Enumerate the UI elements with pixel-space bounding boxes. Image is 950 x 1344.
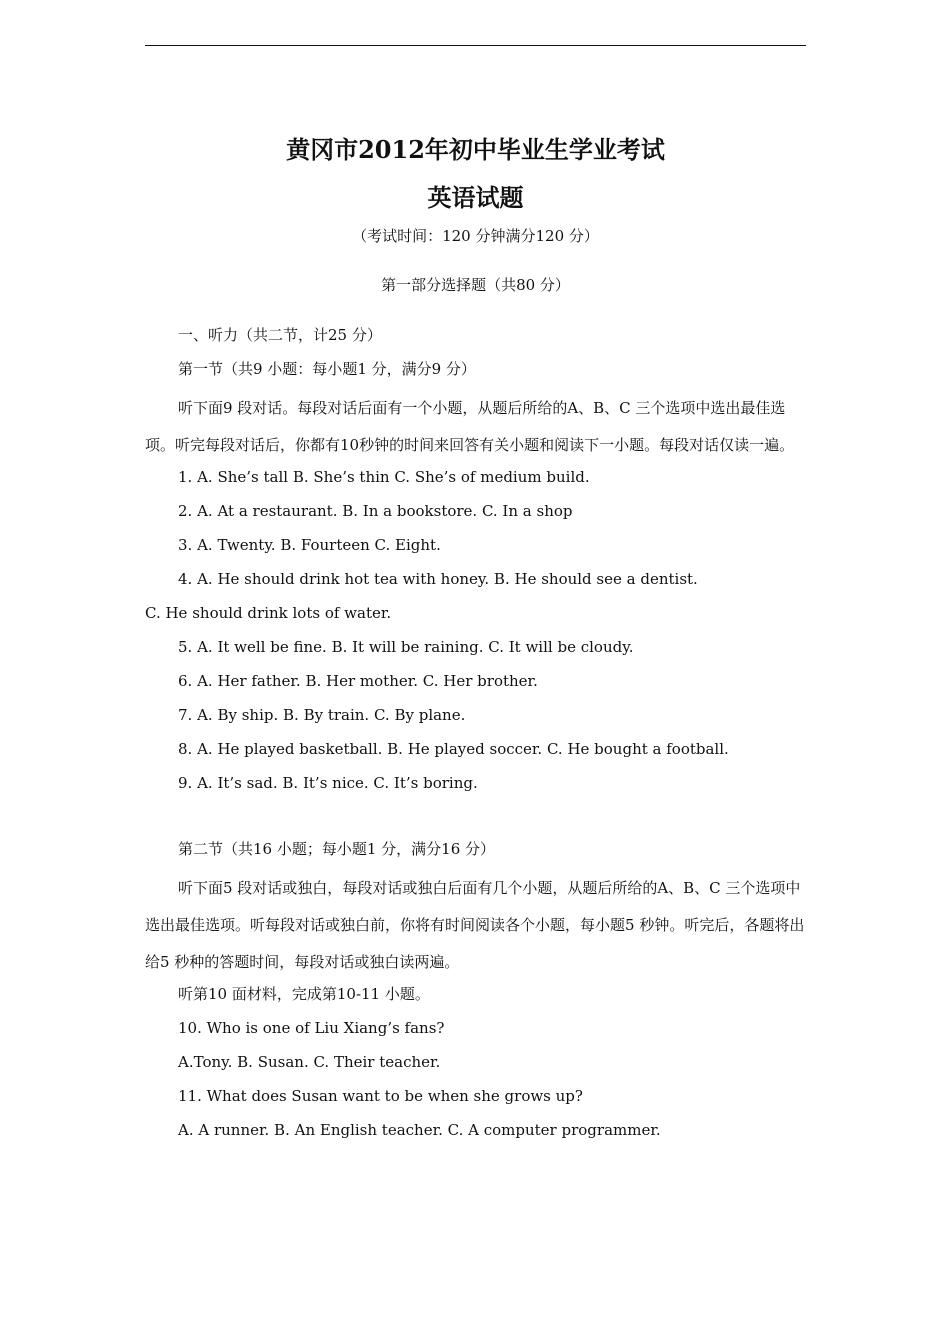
material-note: 听第10 面材料，完成第10-11 小题。 [178, 985, 430, 1003]
question-10-options: A.Tony. B. Susan. C. Their teacher. [178, 1053, 441, 1071]
question-11: 11. What does Susan want to be when she grows up? [178, 1087, 583, 1105]
exam-subtitle: 英语试题 [427, 183, 524, 212]
header-rule [145, 45, 806, 46]
section-subheading: 第一节（共9 小题：每小题1 分，满分9 分） [178, 360, 476, 378]
instructions: 听下面5 段对话或独白，每段对话或独白后面有几个小题，从题后所给的A、B、C 三个选项中选出最佳选项。听每段对话或独白前，你将有时间阅读各个小题，每小题5 秒钟。听完后，各题将出给5 秒种的答题时间，每段对话或独白读两遍。 [145, 879, 805, 971]
section-subheading: 第二节（共16 小题；每小题1 分，满分16 分） [178, 840, 496, 858]
exam-time: （考试时间：120 分钟满分120 分） [352, 227, 599, 245]
section-heading: 一、听力（共二节，计25 分） [178, 326, 382, 344]
instructions: 听下面9 段对话。每段对话后面有一个小题，从题后所给的A、B、C 三个选项中选出最佳选项。听完每段对话后，你都有10秒钟的时间来回答有关小题和阅读下一小题。每段对话仅读一遍。 [145, 399, 795, 454]
question-item: 7. A. By ship. B. By train. C. By plane. [178, 706, 466, 724]
question-item: 1. A. She’s tall B. She’s thin C. She’s of medium build. [178, 468, 590, 486]
exam-content [145, 322, 806, 1151]
section-gap [145, 804, 806, 836]
question-item: 8. A. He played basketball. B. He played soccer. C. He bought a football. [178, 740, 729, 758]
question-item-continuation: C. He should drink lots of water. [145, 604, 392, 622]
question-item: 5. A. It well be fine. B. It will be raining. C. It will be cloudy. [178, 638, 634, 656]
question-item: 6. A. Her father. B. Her mother. C. Her brother. [178, 672, 538, 690]
part-heading: 第一部分选择题（共80 分） [381, 276, 570, 294]
question-item: 9. A. It’s sad. B. It’s nice. C. It’s boring. [178, 774, 478, 792]
question-item: 2. A. At a restaurant. B. In a bookstore. C. In a shop [178, 502, 573, 520]
question-11-options: A. A runner. B. An English teacher. C. A computer programmer. [178, 1121, 661, 1139]
question-10: 10. Who is one of Liu Xiang’s fans? [178, 1019, 445, 1037]
question-item: 3. A. Twenty. B. Fourteen C. Eight. [178, 536, 441, 554]
exam-title: 黄冈市2012年初中毕业生学业考试 [286, 135, 665, 164]
question-item: 4. A. He should drink hot tea with honey. B. He should see a dentist. [178, 570, 698, 588]
